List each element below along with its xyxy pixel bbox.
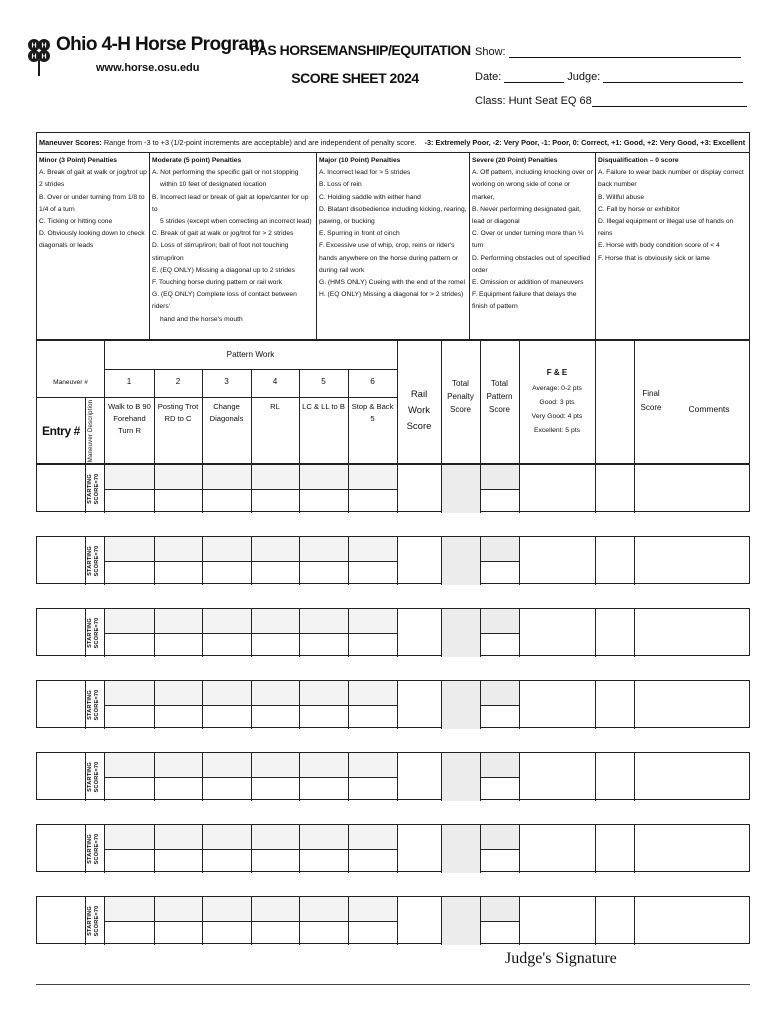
shaded-cell (480, 609, 519, 633)
shaded-cell (441, 681, 480, 729)
minor-item: A. Break of gait at walk or jog/trot up 2 strides (39, 169, 147, 189)
svg-text:H: H (31, 53, 37, 61)
maneuver-num: 4 (272, 377, 278, 386)
svg-text:H: H (41, 53, 47, 61)
major-item: H. (EQ ONLY) Missing a diagonal for > 2 strides) (319, 291, 464, 299)
shaded-cell (480, 825, 519, 849)
date-line[interactable] (504, 71, 564, 83)
entry-block (36, 464, 750, 512)
starting-score-label (87, 679, 101, 731)
entry-block (36, 896, 750, 944)
date-label: Date: (475, 71, 502, 83)
final-score-header: Final Score (640, 389, 662, 412)
maneuver-desc: Change Diagonals (209, 402, 244, 423)
severe-item: B. Never performing designated gait, lead or diagonal (472, 205, 581, 226)
entry-block (36, 824, 750, 872)
major-item: G. (HMS ONLY) Cueing with the end of the romel (319, 279, 465, 287)
starting-score-line2: SCORE=70 (93, 761, 100, 793)
maneuver-desc-label: Maneuver Description (88, 399, 94, 463)
shaded-cell (441, 609, 480, 657)
maneuver-scores-label: Maneuver Scores: (39, 138, 102, 147)
program-url[interactable]: www.horse.osu.edu (96, 62, 200, 74)
total-pattern-header: Total Pattern Score (486, 379, 513, 414)
dq-item: A. Failure to wear back number or display correct back number (598, 169, 744, 189)
moderate-item: A. Not performing the specific gait or not stopping (152, 169, 299, 177)
severe-item: F. Equipment failure that delays the finish of pattern (472, 291, 577, 311)
maneuver-num: 1 (126, 377, 132, 386)
dq-item: B. Willful abuse (598, 193, 645, 201)
fe-line: Excellent: 5 pts (533, 427, 581, 434)
major-title: Major (10 Point) Penalties (319, 157, 401, 164)
starting-score-label (87, 823, 101, 875)
fe-line: Good: 3 pts (539, 399, 575, 406)
entry-block (36, 608, 750, 656)
maneuver-desc: Posting Trot RD to C (157, 402, 199, 423)
starting-score-line2: SCORE=70 (93, 905, 100, 937)
rail-work-header: Rail Work Score (406, 389, 432, 432)
starting-score-line2: SCORE=70 (93, 689, 100, 721)
starting-score-label (87, 607, 101, 659)
severe-item: A. Off pattern, including knocking over or working on wrong side of cone or marker, (472, 169, 593, 201)
dq-title: Disqualification – 0 score (598, 157, 679, 164)
sheet-title-line2: SCORE SHEET 2024 (291, 70, 419, 86)
moderate-item: F. Touching horse during pattern or rail work (152, 279, 282, 287)
maneuver-num: 3 (224, 377, 229, 386)
fe-line: Very Good: 4 pts (531, 413, 583, 420)
major-item: F. Excessive use of whip, crop, reins or rider's hands anywhere on the horse during pattern or during rail work (319, 242, 459, 274)
class-line[interactable] (592, 95, 747, 107)
sheet-title-line1: PAS HORSEMANSHIP/EQUITATION (250, 42, 471, 58)
score-table-header (36, 340, 750, 464)
severe-item: D. Performing obstacles out of specified order (472, 254, 591, 274)
dq-item: C. Fall by horse or exhibitor (598, 205, 680, 213)
shaded-cell (480, 537, 519, 561)
dq-penalties (596, 153, 749, 339)
maneuver-num: 2 (175, 377, 181, 386)
moderate-penalties (150, 153, 317, 339)
starting-score-line1: STARTING (87, 834, 93, 864)
signature-line[interactable] (36, 984, 750, 985)
class-field[interactable] (475, 95, 747, 107)
maneuver-scores-line (37, 133, 749, 153)
minor-penalties (37, 153, 150, 339)
moderate-item: B. Incorrect lead or break of gait at lope/canter for up to (152, 193, 309, 213)
moderate-item: within 10 feet of designated location (160, 181, 267, 189)
entry-number-cell[interactable] (37, 897, 85, 945)
entry-label: Entry # (42, 424, 80, 438)
program-title: Ohio 4-H Horse Program (56, 34, 265, 55)
moderate-item: G. (EQ ONLY) Complete loss of contact between riders' (152, 291, 297, 311)
pattern-work-header: Pattern Work (226, 350, 275, 359)
shaded-cell (480, 681, 519, 705)
moderate-item: C. Break of gait at walk or jog/trot for > 2 strides (152, 230, 294, 238)
moderate-item: D. Loss of stirrup/iron; ball of foot not touching stirrup/iron (152, 242, 289, 262)
moderate-item: E. (EQ ONLY) Missing a diagonal up to 2 strides (152, 266, 295, 274)
class-label: Class: Hunt Seat EQ 68 (475, 95, 592, 107)
dq-item: D. Illegal equipment or illegal use of hands on reins (598, 218, 734, 238)
major-item: C. Holding saddle with either hand (319, 193, 421, 201)
starting-score-label (87, 535, 101, 587)
date-judge-field[interactable] (475, 71, 743, 83)
severe-title: Severe (20 Point) Penalties (472, 157, 558, 164)
starting-score-label (87, 463, 101, 515)
maneuver-desc: Walk to B 90 Forehand Turn R (108, 402, 151, 435)
minor-title: Minor (3 Point) Penalties (39, 157, 118, 164)
severe-penalties (470, 153, 596, 339)
moderate-item: 5 strides (except when correcting an incorrect lead) (160, 218, 312, 226)
penalty-legend (36, 132, 750, 340)
shaded-cell (480, 753, 519, 777)
entry-number-cell[interactable] (37, 825, 85, 873)
total-penalty-header: Total Penalty Score (447, 379, 474, 414)
entry-number-cell[interactable] (37, 609, 85, 657)
maneuver-desc: Stop & Back 5 (351, 402, 394, 423)
4h-clover-logo (26, 36, 52, 80)
show-label: Show: (475, 46, 506, 58)
entry-number-cell[interactable] (37, 681, 85, 729)
shaded-cell (480, 465, 519, 489)
major-item: D. Blatant disobedience including kicking, rearing, pawing, or bucking (319, 205, 467, 226)
maneuver-scores-text: Range from -3 to +3 (1/2-point increments are acceptable) and are independent of penalty score. (103, 138, 417, 147)
starting-score-line2: SCORE=70 (93, 473, 100, 505)
maneuver-desc: RL (270, 402, 280, 411)
minor-item: D. Obviously looking down to check diagonals or leads (39, 230, 145, 250)
judge-signature-label: Judge's Signature (505, 950, 617, 967)
starting-score-label (87, 751, 101, 803)
entry-number-cell[interactable] (37, 537, 85, 585)
starting-score-line2: SCORE=70 (93, 617, 100, 649)
starting-score-line1: STARTING (87, 906, 93, 936)
shaded-cell (441, 753, 480, 801)
entry-block (36, 536, 750, 584)
fe-title: F & E (546, 368, 568, 377)
severe-item: E. Omission or addition of maneuvers (472, 279, 584, 287)
maneuver-scores-scale: -3: Extremely Poor, -2: Very Poor, -1: Poor, 0: Correct, +1: Good, +2: Very Good, +3: Excellent (424, 138, 746, 147)
major-item: A. Incorrect lead for > 5 strides (319, 169, 411, 177)
show-field[interactable] (475, 46, 741, 58)
moderate-item: hand and the horse's mouth (160, 315, 243, 323)
entry-block (36, 680, 750, 728)
svg-text:H: H (31, 42, 37, 50)
maneuver-desc: LC & LL to B (302, 402, 345, 411)
moderate-title: Moderate (5 point) Penalties (152, 157, 242, 164)
show-line[interactable] (509, 46, 741, 58)
major-penalties (317, 153, 470, 339)
minor-item: C. Ticking or hitting cone (39, 218, 113, 226)
shaded-cell (441, 897, 480, 945)
entry-number-cell[interactable] (37, 753, 85, 801)
maneuver-num-label: Maneuver # (53, 379, 88, 386)
major-item: E. Spurring in front of cinch (319, 230, 400, 238)
shaded-cell (441, 537, 480, 585)
judge-label: Judge: (567, 71, 601, 83)
starting-score-line1: STARTING (87, 474, 93, 504)
starting-score-label (87, 895, 101, 947)
shaded-cell (480, 897, 519, 921)
dq-item: F. Horse that is obviously sick or lame (598, 254, 710, 262)
starting-score-line2: SCORE=70 (93, 545, 100, 577)
dq-item: E. Horse with body condition score of < 4 (598, 242, 720, 250)
fe-line: Average: 0-2 pts (532, 385, 582, 392)
major-item: B. Loss of rein (319, 181, 362, 189)
starting-score-line1: STARTING (87, 546, 93, 576)
starting-score-line1: STARTING (87, 690, 93, 720)
entry-block (36, 752, 750, 800)
starting-score-line2: SCORE=70 (93, 833, 100, 865)
shaded-cell (441, 465, 480, 513)
severe-item: C. Over or under turning more than ¼ turn (472, 230, 584, 250)
maneuver-num: 5 (321, 377, 326, 386)
minor-item: B. Over or under turning from 1/8 to 1/4 of a turn (39, 193, 145, 213)
svg-text:H: H (41, 42, 47, 50)
shaded-cell (441, 825, 480, 873)
entry-number-cell[interactable] (37, 465, 85, 513)
starting-score-line1: STARTING (87, 618, 93, 648)
comments-header: Comments (688, 404, 730, 414)
maneuver-num: 6 (370, 377, 375, 386)
judge-line[interactable] (603, 71, 743, 83)
starting-score-line1: STARTING (87, 762, 93, 792)
